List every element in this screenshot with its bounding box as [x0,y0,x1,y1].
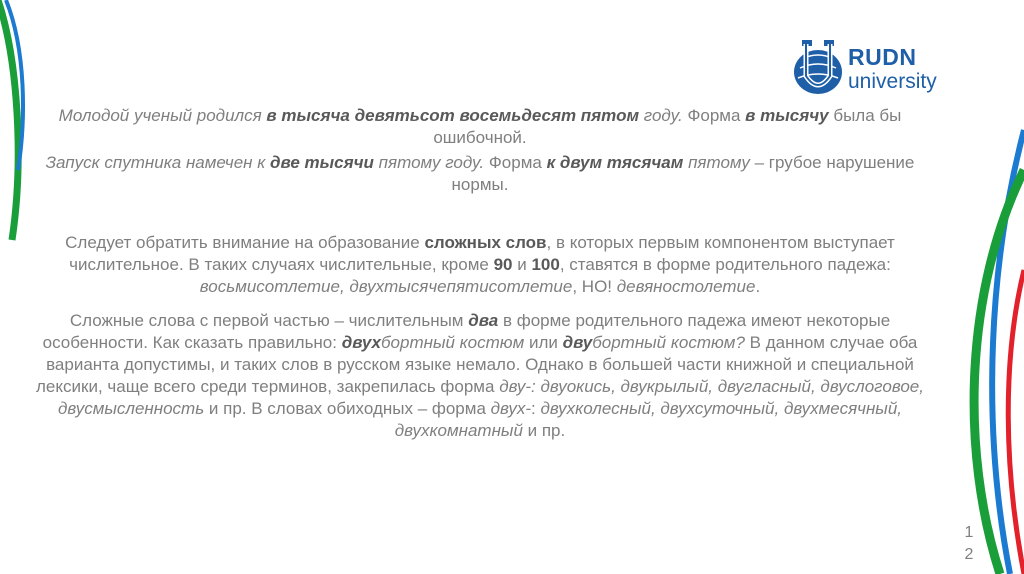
p2-text-e: – грубое нарушение нормы. [451,153,915,194]
p3-text-a: Следует обратить внимание на образование [65,233,425,252]
p2-text-c: Форма [484,153,547,172]
rudn-logo [790,38,990,108]
page-number [962,522,976,566]
p3-text-b: , в которых первым компонентом выступает числительное. В таких случаях числительные, кроме [69,233,895,274]
page-number-line-2: 2 [964,546,974,563]
p3-bold-c: 100 [531,255,560,274]
p3-text-c: и [512,255,532,274]
p4-text-f: : [531,399,541,418]
p4-bold-a: два [468,311,499,330]
p4-italic-c: дву-: двуокись, двукрылый, двугласный, двуслоговое, двусмысленность [57,377,924,418]
p3-bold-b: 90 [493,255,513,274]
p4-italic-b: бортный костюм? [592,333,745,352]
p4-italic-e: двухколесный, двухсуточный, двухмесячный, двухкомнатный [394,399,902,440]
globe-logo-icon [790,38,848,102]
p4-bold-b: двух [341,333,381,352]
paragraph-3 [30,232,930,298]
p4-italic-d: двух- [490,399,532,418]
logo-line-1: RUDN [848,44,917,70]
p2-bold-b: к двум тясячам [546,153,684,172]
paragraph-1 [30,105,930,149]
p3-text-d: , ставятся в форме родительного падежа: [559,255,891,274]
p4-bold-c: дву [562,333,593,352]
page-number-line-1: 1 [964,524,974,541]
right-red-stripe [1008,270,1024,574]
p2-bold-a: две тысячи [270,153,374,172]
p4-text-a: Сложные слова с первой частью – числительным [69,311,469,330]
p2-text-a: Запуск спутника намечен к [45,153,270,172]
p3-italic-a: восьмисотлетие, двухтысячепятисотлетие [199,277,573,296]
p1-bold-a: в тысяча девятьсот восемьдесят пятом [266,106,640,125]
p3-bold-a: сложных слов [424,233,547,252]
p3-text-e: , НО! [572,277,617,296]
p1-text-b: году. [639,106,683,125]
p2-text-b: пятому году. [373,153,485,172]
paragraph-2 [30,152,930,196]
p4-text-e: и пр. В словах обиходных – форма [204,399,491,418]
p1-text-a: Молодой ученый родился [58,106,267,125]
logo-line-2: university [848,70,937,93]
p1-bold-b: в тысячу [745,106,829,125]
p2-text-d: пятому [683,153,750,172]
p4-text-g: и пр. [522,421,566,440]
p3-text-f: . [755,277,761,296]
p4-text-d: В данном случае оба варианта допустимы, и таких слов в русском языке немало. Однако в большей части книжной и специальной лексики, чаще всего среди терминов, закрепилась форма [36,333,918,396]
p1-text-d: была бы ошибочной. [433,106,902,147]
p3-italic-b: девяностолетие [616,277,756,296]
p4-italic-a: бортный костюм [380,333,525,352]
paragraph-4 [30,310,930,442]
p4-text-b: в форме родительного падежа имеют некоторые особенности. Как сказать правильно: [42,311,891,352]
p1-text-c: Форма [682,106,746,125]
p4-text-c: или [524,333,563,352]
